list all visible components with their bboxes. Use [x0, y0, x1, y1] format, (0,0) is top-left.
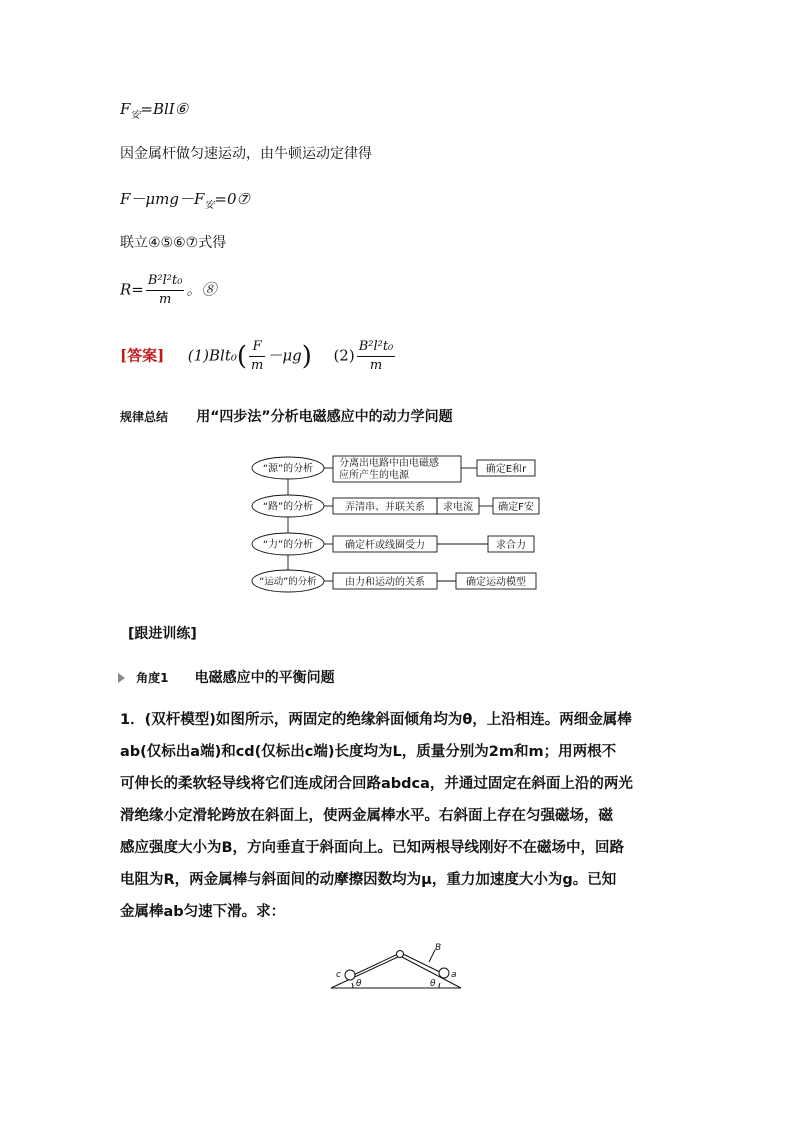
text-uniform-motion: 因金属杆做匀速运动，由牛顿运动定律得 [120, 146, 372, 162]
equation-8 [120, 272, 216, 309]
box-resultant-force-label: 求合力 [496, 540, 526, 551]
problem-line: 金属棒ab匀速下滑。求： [120, 904, 286, 920]
box-determine-E-r-label: 确定E和r [485, 464, 527, 475]
problem-line: 可伸长的柔软轻导线将它们连成闭合回路abdca，并通过固定在斜面上沿的两光 [120, 776, 633, 792]
eq7-rhs: =0⑦ [214, 190, 250, 208]
problem-line: ab(仅标出a端)和cd(仅标出c端)长度均为L，质量分别为2m和m；用两根不 [120, 744, 617, 760]
problem-line: 电阻为R，两金属棒与斜面间的动摩擦因数均为μ，重力加速度大小为g。已知 [120, 872, 617, 888]
answer-part1-prefix: (1)Blt₀ [187, 346, 237, 365]
answer-part2-prefix: (2) [333, 346, 355, 365]
summary-tag: 规律总结 [120, 410, 169, 424]
eq6-rhs: =BlI⑥ [140, 100, 189, 118]
rod-cd-icon [345, 970, 355, 980]
label-theta-right: θ [430, 979, 436, 989]
training-heading: [跟进训练] [128, 626, 197, 642]
pulley-icon [397, 951, 404, 958]
problem-line: 滑绝缘小定滑轮跨放在斜面上，使两金属棒水平。右斜面上存在匀强磁场，磁 [120, 808, 613, 824]
box-series-parallel-label: 弄清串、并联关系 [345, 502, 425, 513]
text-combine: 联立④⑤⑥⑦式得 [120, 235, 227, 251]
label-a: a [451, 970, 457, 980]
answer-part2-num: B²l²t₀ [357, 338, 396, 357]
box-force-analysis-label: 确定杆或线圈受力 [345, 540, 425, 551]
equation-7 [120, 188, 250, 209]
angle-title: 电磁感应中的平衡问题 [194, 670, 335, 686]
eq8-denominator: m [159, 292, 172, 307]
summary-title: 用“四步法”分析电磁感应中的动力学问题 [196, 409, 453, 425]
box-motion-model-label: 确定运动模型 [466, 577, 526, 588]
eq6-lhs: F [120, 100, 131, 118]
answer-part2-fraction [357, 338, 396, 375]
box-determine-F-label: 确定F安 [498, 502, 534, 513]
label-theta-left: θ [356, 979, 362, 989]
theta-right-arc [439, 983, 440, 988]
answer-part2-den: m [369, 358, 383, 373]
step-path-label: “路”的分析 [262, 501, 314, 513]
triangle-marker-icon [118, 673, 125, 683]
left-incline [331, 956, 400, 988]
answer-part1-den: m [251, 358, 264, 373]
right-wire [403, 954, 444, 974]
label-c: c [336, 970, 341, 980]
box-source-line2: 应所产生的电源 [339, 470, 409, 481]
answer-part1-num: F [249, 338, 265, 357]
angle-heading [118, 667, 335, 687]
eq8-rhs: 。⑧ [186, 280, 217, 299]
box-source-line1: 分离出电路中由电磁感 [339, 458, 439, 469]
inclined-planes-figure [325, 935, 465, 995]
theta-left-arc [352, 983, 353, 988]
box-force-motion-label: 由力和运动的关系 [345, 577, 425, 588]
answer-tag: [答案] [120, 346, 165, 365]
eq8-numerator: B²l²t₀ [146, 272, 185, 291]
summary-heading [120, 406, 453, 426]
answer-part1-fraction [249, 338, 265, 375]
answer-part1-rest: －μg [267, 346, 302, 365]
label-B: B [435, 943, 442, 953]
eq7-subscript: 安 [204, 200, 215, 211]
step-force-label: “力”的分析 [262, 539, 314, 551]
angle-tag: 角度1 [136, 671, 169, 685]
equation-6 [120, 100, 189, 121]
rod-ab-icon [439, 968, 449, 978]
problem-line: 1．(双杆模型)如图所示，两固定的绝缘斜面倾角均为θ，上沿相连。两细金属棒 [120, 712, 632, 728]
eq7-lhs: F－μmg－F [120, 190, 205, 208]
eq8-fraction [146, 272, 185, 309]
step-motion-label: “运动”的分析 [259, 576, 317, 588]
step-source-label: “源”的分析 [262, 463, 314, 475]
four-step-flow-diagram [250, 448, 550, 598]
box-find-current-label: 求电流 [443, 502, 473, 513]
answer-line: [答案] (1)Blt₀( $\frac{F}{m}$ －μg) (2) $\frac{\text{B²l²t₀}}{m}$ [120, 339, 394, 373]
eq6-subscript: 安 [130, 110, 141, 121]
eq8-lhs: R= [120, 280, 144, 299]
problem-line: 感应强度大小为B，方向垂直于斜面向上。已知两根导线刚好不在磁场中，回路 [120, 840, 625, 856]
problem-text [120, 704, 680, 928]
